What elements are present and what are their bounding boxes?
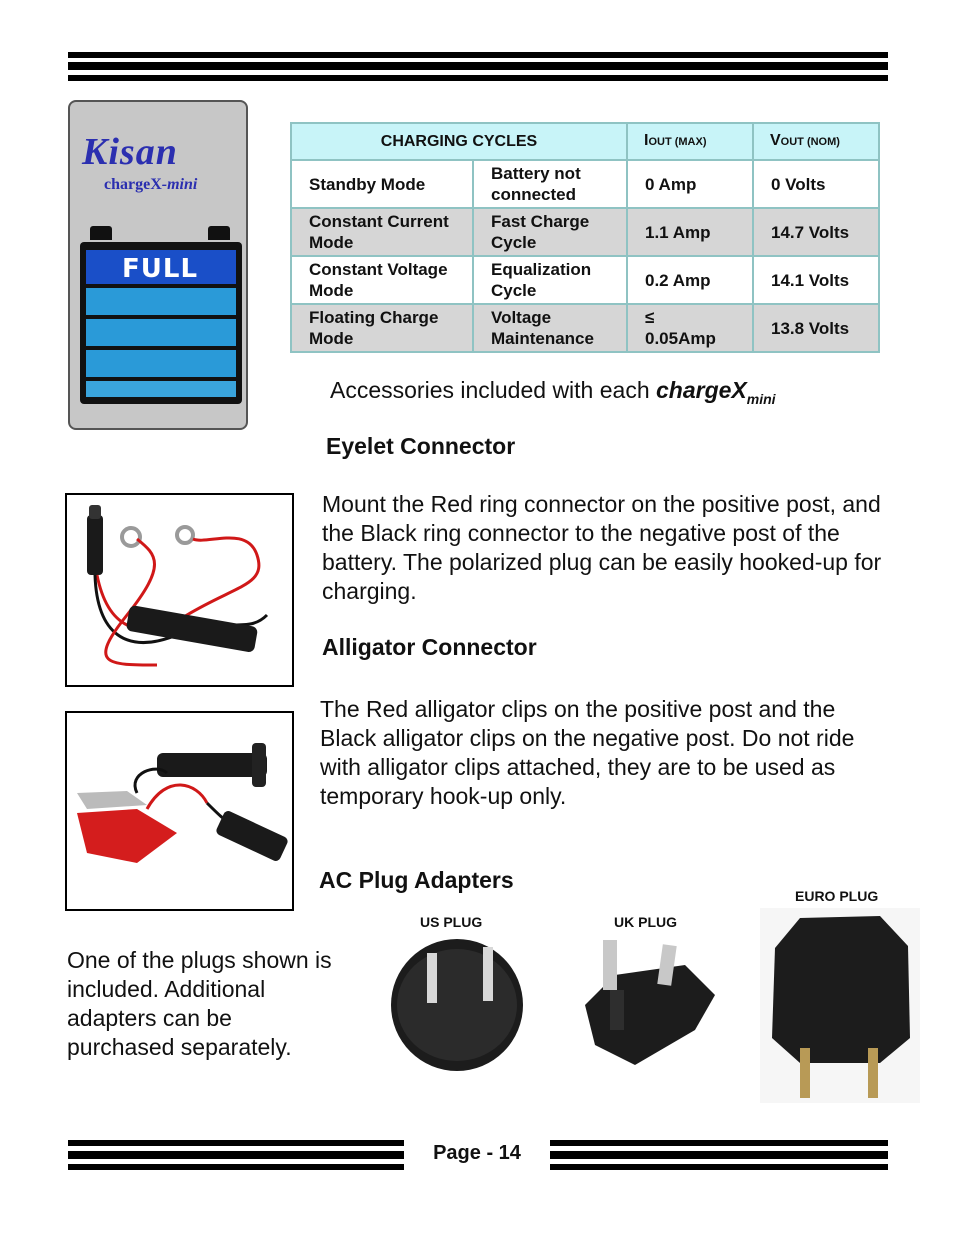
mode-cell: Floating Charge Mode: [291, 304, 473, 352]
vout-cell: 14.1 Volts: [753, 256, 879, 304]
brand-name: Kisan: [82, 131, 178, 173]
battery-cell: [86, 319, 236, 346]
mode-cell: Constant Current Mode: [291, 208, 473, 256]
battery-terminal-icon: [90, 226, 112, 240]
alligator-connector-photo: [65, 711, 294, 911]
charger-device-image: [68, 100, 248, 430]
less-equal-symbol: ≤: [645, 308, 655, 327]
us-plug-icon: [385, 935, 530, 1075]
brand-logo: [82, 130, 242, 174]
ac-adapters-heading: AC Plug Adapters: [319, 867, 514, 893]
battery-cell: [86, 381, 236, 397]
table-row: [291, 304, 879, 352]
uk-plug-icon: [575, 935, 720, 1070]
eyelet-heading: Eyelet Connector: [326, 433, 516, 459]
battery-terminal-icon: [208, 226, 230, 240]
header-vout: VOUT (NOM): [753, 123, 879, 160]
ac-adapters-description: One of the plugs shown is included. Additional adapters can be purchased separately.: [67, 947, 332, 1060]
table-row: [291, 160, 879, 208]
cycle-cell: Battery not connected: [473, 160, 627, 208]
vout-cell: 14.7 Volts: [753, 208, 879, 256]
mode-cell: Standby Mode: [291, 160, 473, 208]
page-number: Page - 14: [433, 1142, 521, 1164]
vout-cell: 13.8 Volts: [753, 304, 879, 352]
table-header-row: [291, 123, 879, 160]
iout-cell: 0 Amp: [627, 160, 753, 208]
table-row: [291, 208, 879, 256]
model-name: chargeX-mini: [104, 176, 198, 193]
header-iout: IOUT (MAX): [627, 123, 753, 160]
eyelet-connector-photo: [65, 493, 294, 687]
full-status-label: FULL: [122, 254, 199, 284]
iout-cell: 1.1 Amp: [627, 208, 753, 256]
alligator-description: The Red alligator clips on the positive post and the Black alligator clips on the negative post. Do not ride with alligator clips attached, they are to be used as temporary hook-up only.: [320, 696, 855, 809]
accessories-intro: Accessories included with each chargeX$_{mini}$: [330, 377, 776, 407]
iout-cell: 0.2 Amp: [627, 256, 753, 304]
eyelet-cable-icon: [67, 495, 292, 685]
vout-cell: 0 Volts: [753, 160, 879, 208]
battery-cell: [86, 288, 236, 315]
table-row: [291, 256, 879, 304]
euro-plug-label: EURO PLUG: [795, 888, 879, 904]
euro-plug-icon: [760, 908, 920, 1103]
us-plug-label: US PLUG: [420, 914, 483, 930]
iout-cell: ≤ 0.05Amp: [627, 304, 753, 352]
charging-cycles-table: [290, 122, 880, 353]
header-charging-cycles: CHARGING CYCLES: [291, 123, 627, 160]
battery-cell: [86, 350, 236, 377]
mode-cell: Constant Voltage Mode: [291, 256, 473, 304]
eyelet-description: Mount the Red ring connector on the positive post, and the Black ring connector to the negative post of the battery. The polarized plug can be easily hooked-up for charging.: [322, 491, 882, 604]
alligator-cable-icon: [67, 713, 292, 909]
alligator-heading: Alligator Connector: [322, 634, 537, 660]
cycle-cell: Voltage Maintenance: [473, 304, 627, 352]
battery-icon: [80, 242, 242, 404]
uk-plug-label: UK PLUG: [614, 914, 677, 930]
battery-cell-full: [86, 250, 236, 284]
cycle-cell: Fast Charge Cycle: [473, 208, 627, 256]
cycle-cell: Equalization Cycle: [473, 256, 627, 304]
